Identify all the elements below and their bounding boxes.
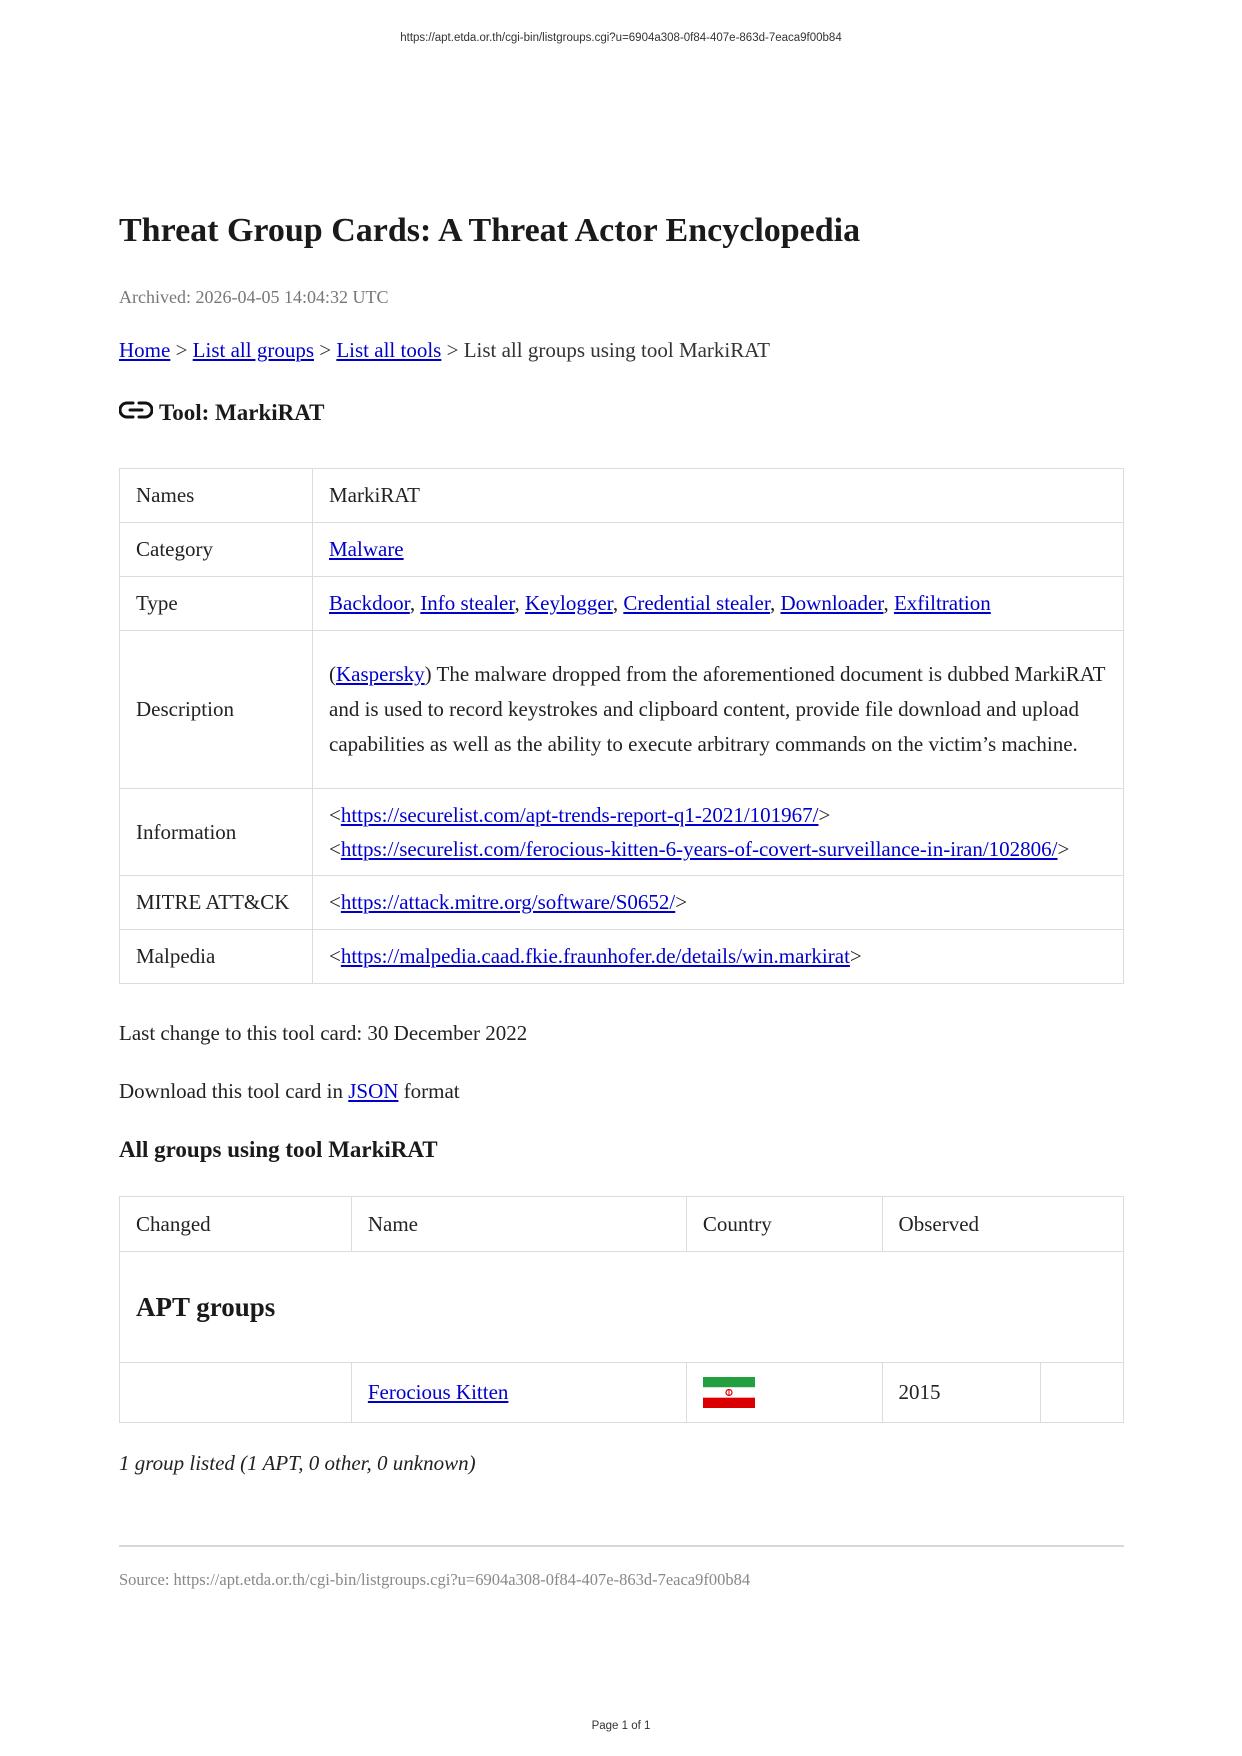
angle-close: > [675,890,688,914]
information-link-item [329,798,1107,832]
information-value [313,789,1124,876]
last-change-text: Last change to this tool card: 30 December 2022 [119,1021,528,1045]
information-link[interactable]: https://securelist.com/ferocious-kitten-6-years-of-covert-surveillance-in-iran/102806/ [340,837,1058,861]
group-name-link[interactable]: Ferocious Kitten [367,1380,509,1404]
breadcrumb-groups-link[interactable]: List all groups [192,338,314,362]
column-header-name: Name [351,1197,686,1252]
group-country [686,1363,882,1423]
tool-info-table [119,468,1124,984]
breadcrumb-tools-link[interactable]: List all tools [336,338,442,362]
type-link-credential-stealer[interactable]: Credential stealer [623,591,770,615]
archived-date: Archived: 2026-04-05 14:04:32 UTC [119,287,389,307]
table-row [120,789,1124,876]
mitre-value [313,876,1124,930]
tool-heading [119,400,324,426]
page-title: Threat Group Cards: A Threat Actor Encyclopedia [119,212,861,249]
type-link-info-stealer[interactable]: Info stealer [420,591,515,615]
type-separator: , [514,591,520,615]
description-source-link[interactable]: Kaspersky [336,662,425,686]
type-separator: , [883,591,889,615]
group-changed [120,1363,352,1423]
angle-close: > [1057,837,1070,861]
angle-open: < [329,944,341,968]
category-link[interactable]: Malware [329,537,404,561]
iran-flag-icon [703,1377,755,1408]
group-extra-cell [1041,1363,1124,1423]
table-row [120,469,1124,523]
angle-open: < [329,890,341,914]
page-number: Page 1 of 1 [591,1720,651,1732]
table-row [120,1363,1124,1423]
angle-close: > [818,803,831,827]
angle-open: < [329,803,341,827]
table-header-row [120,1197,1124,1252]
table-row [120,930,1124,984]
mitre-link[interactable]: https://attack.mitre.org/software/S0652/ [340,890,676,914]
link-icon [119,400,153,420]
type-separator: , [769,591,776,615]
section-apt-groups: APT groups [120,1252,1124,1363]
breadcrumb-separator: > [175,338,188,362]
table-row [120,631,1124,789]
malpedia-label: Malpedia [120,930,313,984]
mitre-label: MITRE ATT&CK [120,876,313,930]
breadcrumb-current: List all groups using tool MarkiRAT [463,338,770,362]
category-label: Category [120,523,313,577]
angle-open: < [329,837,341,861]
table-row [120,577,1124,631]
description-paren-close: ) [424,662,432,686]
type-separator: , [612,591,619,615]
type-value [313,577,1124,631]
description-label: Description [120,631,313,789]
names-label: Names [120,469,313,523]
table-row [120,876,1124,930]
column-header-country: Country [686,1197,882,1252]
table-section-row [120,1252,1124,1363]
json-download-link[interactable]: JSON [348,1079,399,1103]
groups-summary: 1 group listed (1 APT, 0 other, 0 unknown) [119,1451,476,1475]
type-link-downloader[interactable]: Downloader [780,591,884,615]
angle-close: > [849,944,862,968]
breadcrumb [119,338,770,363]
download-text [119,1079,460,1104]
groups-heading: All groups using tool MarkiRAT [119,1137,438,1162]
download-suffix: format [403,1079,460,1103]
breadcrumb-separator: > [319,338,332,362]
type-link-exfiltration[interactable]: Exfiltration [893,591,991,615]
category-value [313,523,1124,577]
information-link-item [329,832,1107,866]
group-observed: 2015 [882,1363,1040,1423]
type-link-backdoor[interactable]: Backdoor [329,591,410,615]
breadcrumb-home-link[interactable]: Home [119,338,171,362]
tool-heading-text: Tool: MarkiRAT [159,400,325,425]
groups-table [119,1196,1124,1423]
description-value [313,631,1124,789]
information-link[interactable]: https://securelist.com/apt-trends-report-q1-2021/101967/ [340,803,819,827]
malpedia-value [313,930,1124,984]
names-value: MarkiRAT [313,469,1124,523]
type-label: Type [120,577,313,631]
download-prefix: Download this tool card in [119,1079,343,1103]
print-header-url: https://apt.etda.or.th/cgi-bin/listgroups.cgi?u=6904a308-0f84-407e-863d-7eaca9f00b84 [400,32,842,44]
information-label: Information [120,789,313,876]
type-separator: , [409,591,416,615]
breadcrumb-separator: > [446,338,459,362]
group-name [351,1363,686,1423]
table-row [120,523,1124,577]
description-paren-open: ( [329,662,336,686]
footer-divider [119,1545,1124,1547]
description-text: The malware dropped from the aforementioned document is dubbed MarkiRAT and is used to record keystrokes and clipboard content, provide file download and upload capabilities as well as the ability to execute arbitrary commands on the victim’s machine. [329,662,1106,756]
source-url: Source: https://apt.etda.or.th/cgi-bin/listgroups.cgi?u=6904a308-0f84-407e-863d-7eaca9f00b84 [119,1570,751,1589]
column-header-changed: Changed [120,1197,352,1252]
malpedia-link[interactable]: https://malpedia.caad.fkie.fraunhofer.de/details/win.markirat [340,944,850,968]
column-header-observed: Observed [882,1197,1123,1252]
type-link-keylogger[interactable]: Keylogger [525,591,613,615]
